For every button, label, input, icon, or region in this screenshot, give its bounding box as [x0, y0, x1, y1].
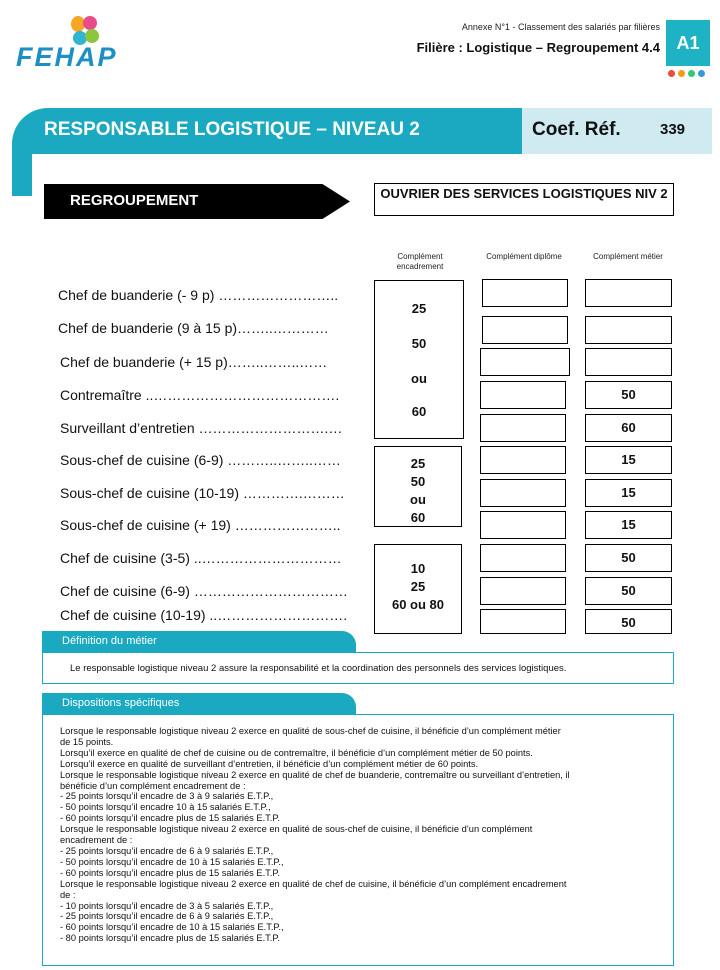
dispositions-line: - 25 points lorsqu’il encadre de 6 à 9 salariés E.T.P.,	[60, 845, 274, 856]
encadrement-value: 25	[410, 579, 426, 594]
dispositions-line: Lorsque le responsable logistique niveau 2 exerce en qualité de chef de cuisine, il bénéficie d’un complément encadrement	[60, 878, 567, 889]
row-label: Sous-chef de cuisine (10-19) ………….………	[60, 485, 345, 501]
metier-cell: 60	[585, 414, 672, 442]
coef-label: Coef. Réf.	[532, 119, 621, 140]
regroupement-value: OUVRIER DES SERVICES LOGISTIQUES NIV 2	[374, 183, 674, 216]
encadrement-group	[374, 280, 464, 439]
encadrement-value: 60	[411, 404, 427, 419]
dispositions-line: de :	[60, 889, 76, 900]
dot-icon	[668, 70, 675, 77]
metier-cell: 50	[585, 544, 672, 572]
diplome-cell	[480, 511, 566, 539]
dispositions-line: - 50 points lorsqu’il encadre 10 à 15 salariés E.T.P.,	[60, 802, 271, 813]
diplome-cell	[480, 544, 566, 572]
diplome-cell	[480, 381, 566, 409]
encadrement-value: 50	[410, 474, 426, 489]
regroupement-label: REGROUPEMENT	[70, 192, 199, 209]
color-dots	[668, 70, 705, 77]
dispositions-line: - 25 points lorsqu’il encadre de 6 à 9 salariés E.T.P.,	[60, 911, 274, 922]
definition-text: Le responsable logistique niveau 2 assure la responsabilité et la coordination des personnels des services logistiques.	[70, 663, 567, 674]
encadrement-group	[374, 446, 462, 527]
dispositions-line: bénéficie d’un complément encadrement de :	[60, 780, 246, 791]
metier-cell: 50	[585, 381, 672, 409]
coef-value: 339	[660, 121, 686, 138]
dot-icon	[698, 70, 705, 77]
page-title: RESPONSABLE LOGISTIQUE – NIVEAU 2	[44, 119, 420, 140]
filiere-label: Filière : Logistique – Regroupement 4.4	[416, 40, 660, 55]
diplome-cell	[482, 279, 568, 307]
encadrement-value: 50	[411, 336, 427, 351]
dispositions-line: - 10 points lorsqu’il encadre de 3 à 5 salariés E.T.P.,	[60, 900, 274, 911]
metier-cell: 15	[585, 446, 672, 474]
dispositions-line: Lorsque le responsable logistique niveau 2 exerce en qualité de sous-chef de cuisine, il bénéficie d’un complément	[60, 824, 533, 835]
encadrement-value: ou	[411, 371, 427, 386]
fehap-logo: FEHAP	[16, 42, 118, 72]
column-header-encadrement: Complément encadrement	[396, 252, 444, 271]
metier-cell: 15	[585, 479, 672, 507]
title-band-tail	[12, 150, 32, 196]
row-label: Contremaître ..………………………………….	[60, 387, 340, 403]
dispositions-line: Lorsqu’il exerce en qualité de chef de cuisine ou de contremaître, il bénéficie d’un complément métier de 50 points.	[60, 747, 533, 758]
encadrement-value: 25	[411, 301, 427, 316]
dispositions-line: de 15 points.	[60, 736, 114, 747]
encadrement-group	[374, 544, 462, 634]
dispositions-line: Lorsqu’il exerce en qualité de surveillant d’entretien, il bénéficie d’un complément métier de 60 points.	[60, 758, 479, 769]
diplome-cell	[482, 316, 568, 344]
dispositions-line: encadrement de :	[60, 835, 133, 846]
row-label: Chef de buanderie (- 9 p) ……………………..	[58, 287, 339, 303]
metier-cell	[585, 348, 672, 376]
dispositions-line: Lorsque le responsable logistique niveau 2 exerce en qualité de sous-chef de cuisine, il bénéficie d’un complément métier	[60, 726, 561, 736]
encadrement-value: 10	[410, 561, 426, 576]
metier-cell: 50	[585, 577, 672, 605]
dispositions-line: - 50 points lorsqu’il encadre de 10 à 15 salariés E.T.P.,	[60, 856, 284, 867]
diplome-cell	[480, 348, 570, 376]
row-label: Surveillant d’entretien ……………………….…	[60, 420, 343, 436]
dispositions-line: - 60 points lorsqu’il encadre plus de 15 salariés E.T.P.	[60, 813, 280, 824]
row-label: Chef de buanderie (+ 15 p)……..……..……	[60, 354, 328, 370]
diplome-cell	[480, 414, 566, 442]
row-label: Sous-chef de cuisine (+ 19) …………………..	[60, 517, 341, 533]
row-label: Sous-chef de cuisine (6-9) ………..……..……	[60, 452, 341, 468]
dot-icon	[688, 70, 695, 77]
dispositions-line: Lorsque le responsable logistique niveau 2 exerce en qualité de chef de buanderie, contremaître ou surveillant d’entretien, il	[60, 769, 570, 780]
page-badge: A1	[666, 20, 710, 66]
encadrement-value: 60 ou 80	[391, 597, 445, 612]
dispositions-text	[60, 726, 570, 944]
row-label: Chef de cuisine (3-5) ..…………………………	[60, 550, 342, 566]
metier-cell	[585, 316, 672, 344]
dispositions-line: - 80 points lorsqu’il encadre plus de 15 salariés E.T.P.	[60, 933, 280, 944]
row-label: Chef de cuisine (6-9) ……………………………	[60, 583, 348, 599]
dispositions-line: - 25 points lorsqu’il encadre de 3 à 9 salariés E.T.P.,	[60, 791, 274, 802]
metier-cell	[585, 279, 672, 307]
dispositions-heading: Dispositions spécifiques	[42, 693, 356, 714]
column-header-diplome: Complément diplôme	[486, 252, 562, 261]
diplome-cell	[480, 479, 566, 507]
metier-cell: 50	[585, 609, 672, 634]
dot-icon	[678, 70, 685, 77]
column-header-metier: Complément métier	[593, 252, 663, 261]
metier-cell: 15	[585, 511, 672, 539]
row-label: Chef de buanderie (9 à 15 p)……..…………	[58, 320, 329, 336]
diplome-cell	[480, 446, 566, 474]
dispositions-line: - 60 points lorsqu’il encadre de 10 à 15 salariés E.T.P.,	[60, 922, 284, 933]
encadrement-value: 60	[410, 510, 426, 525]
encadrement-value: ou	[410, 492, 426, 507]
dispositions-line: - 60 points lorsqu’il encadre plus de 15 salariés E.T.P.	[60, 867, 280, 878]
row-label: Chef de cuisine (10-19) ..……………………….	[60, 607, 348, 623]
definition-heading: Définition du métier	[42, 631, 356, 652]
diplome-cell	[480, 609, 566, 634]
diplome-cell	[480, 577, 566, 605]
encadrement-value: 25	[410, 456, 426, 471]
annex-label: Annexe N°1 - Classement des salariés par filières	[461, 22, 660, 32]
